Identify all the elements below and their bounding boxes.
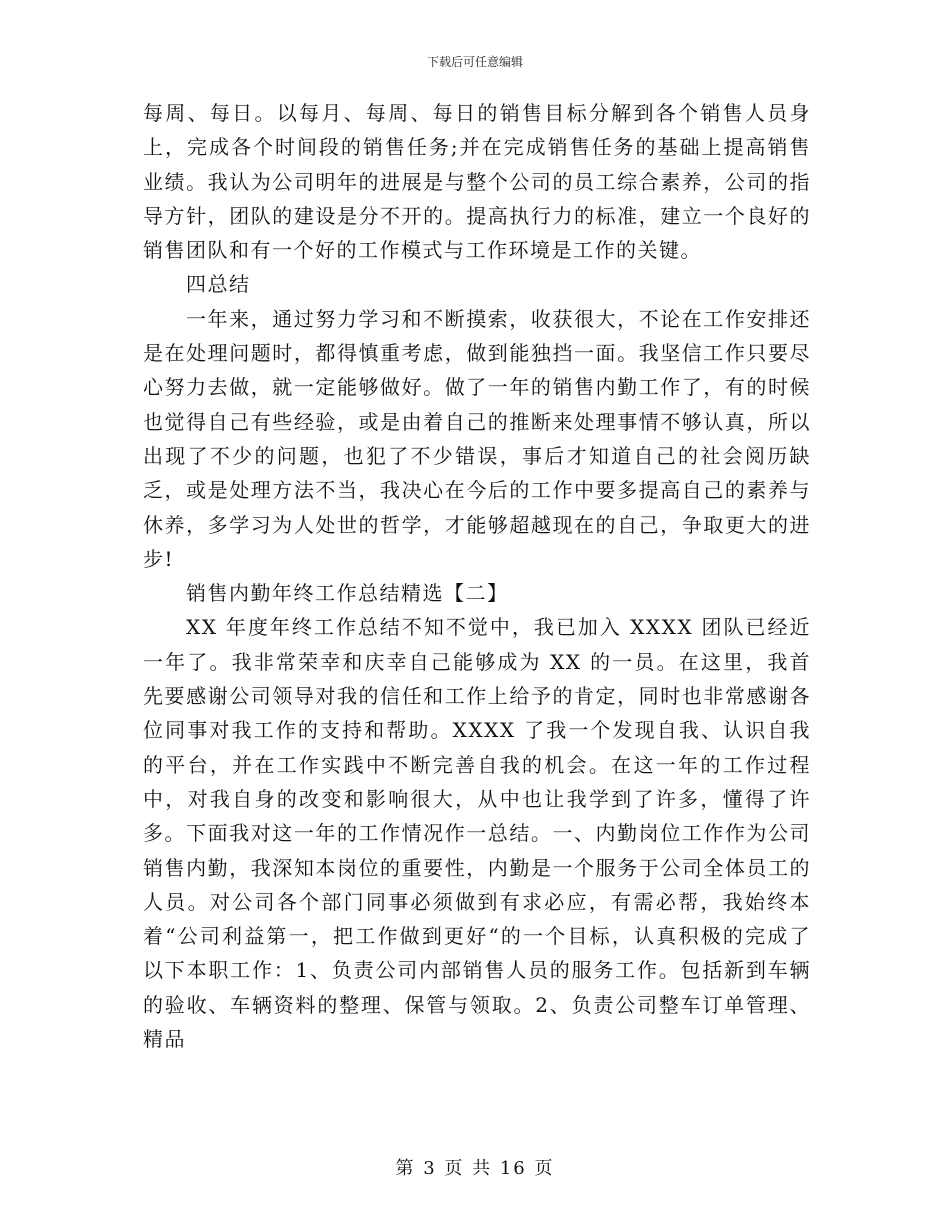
document-body <box>143 96 811 1056</box>
paragraph-article-two: XX 年度年终工作总结不知不觉中，我已加入 XXXX 团队已经近一年了。我非常荣幸和庆幸自己能够成为 XX 的一员。在这里，我首先要感谢公司领导对我的信任和工作上给予的肯定，同时也非常感谢各位同事对我工作的支持和帮助。XXXX 了我一个发现自我、认识自我的平台，并在工作实践中不断完善自我的机会。在这一年的工作过程中，对我自身的改变和影响很大，从中也让我学到了许多，懂得了许多。下面我对这一年的工作情况作一总结。一、内勤岗位工作作为公司销售内勤，我深知本岗位的重要性，内勤是一个服务于公司全体员工的人员。对公司各个部门同事必须做到有求必应，有需必帮，我始终本着“公司利益第一，把工作做到更好“的一个目标，认真积极的完成了以下本职工作：1、负责公司内部销售人员的服务工作。包括新到车辆的验收、车辆资料的整理、保管与领取。2、负责公司整车订单管理、精品 <box>143 615 811 1052</box>
page-header-note: 下载后可任意编辑 <box>426 55 523 69</box>
paragraph-summary: 一年来，通过努力学习和不断摸索，收获很大，不论在工作安排还是在处理问题时，都得慎重考虑，做到能独挡一面。我坚信工作只要尽心努力去做，就一定能够做好。做了一年的销售内勤工作了，有的时候也觉得自己有些经验，或是由着自己的推断来处理事情不够认真，所以出现了不少的问题，也犯了不少错误，事后才知道自己的社会阅历缺乏，或是处理方法不当，我决心在今后的工作中要多提高自己的素养与休养，多学习为人处世的哲学，才能够超越现在的自己，争取更大的进步! <box>143 306 811 571</box>
paragraph-sales-targets: 每周、每日。以每月、每周、每日的销售目标分解到各个销售人员身上，完成各个时间段的销售任务;并在完成销售任务的基础上提高销售业绩。我认为公司明年的进展是与整个公司的员工综合素养，公司的指导方针，团队的建设是分不开的。提高执行力的标准，建立一个良好的销售团队和有一个好的工作模式与工作环境是工作的关键。 <box>143 101 811 263</box>
section-heading-summary: 四总结 <box>186 272 251 297</box>
section-heading-article-two: 销售内勤年终工作总结精选【二】 <box>186 581 509 606</box>
page-number-footer: 第 3 页 共 16 页 <box>395 1158 555 1179</box>
